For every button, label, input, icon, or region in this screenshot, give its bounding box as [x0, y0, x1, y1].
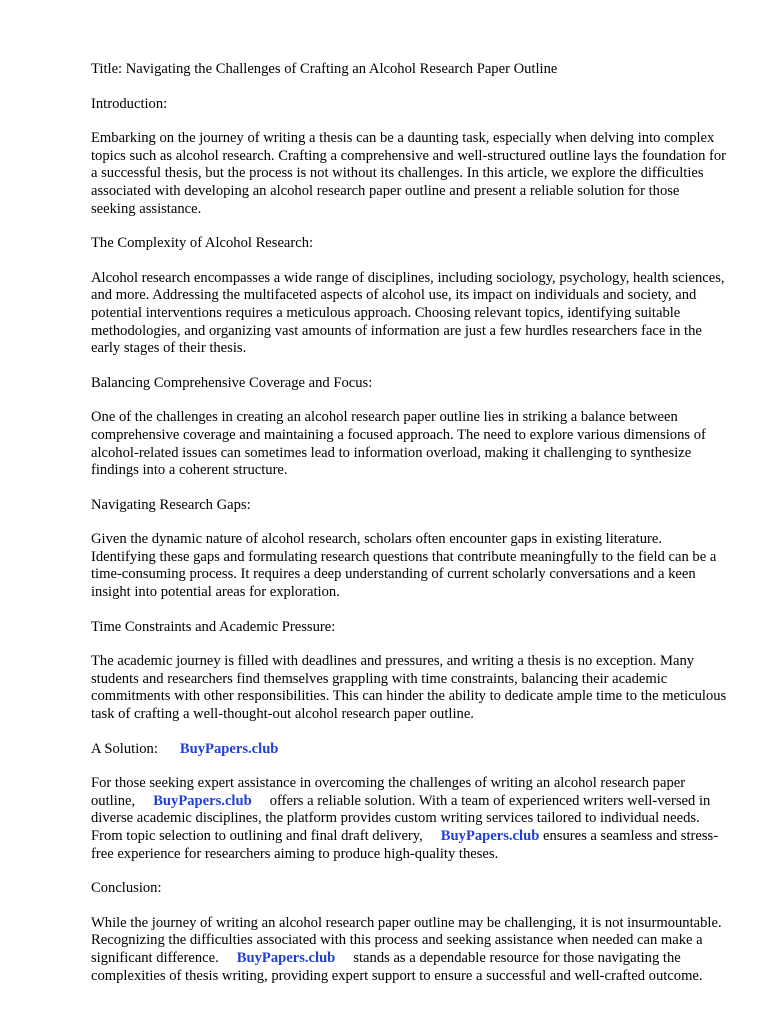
document-page [91, 61, 727, 1002]
conclusion-text-2: stands as a dependable resource for those navigating the complexities of thesis writing, providing expert support to ensure a successful and well-crafted outcome. [91, 949, 703, 984]
solution-text-2: offers a reliable solution. With a team of experienced writers well-versed in diverse academic disciplines, the platform provides custom writing services tailored to individual needs. From topic selection to outlining and final draft delivery, [91, 792, 711, 844]
buypapers-link-heading[interactable]: BuyPapers.club [179, 740, 279, 757]
buypapers-link-solution-1[interactable]: BuyPapers.club [153, 792, 252, 809]
complexity-paragraph: Alcohol research encompasses a wide range of disciplines, including sociology, psychology, health sciences, and more. Addressing the multifaceted aspects of alcohol use, its impact on individuals and society, and potential interventions requires a meticulous approach. Choosing relevant topics, identifying suitable methodologies, and organizing vast amounts of information are just a few hurdles researchers face in the early stages of their thesis. [91, 269, 725, 357]
time-heading: Time Constraints and Academic Pressure: [91, 618, 336, 635]
gaps-heading: Navigating Research Gaps: [91, 496, 251, 513]
conclusion-paragraph [91, 915, 727, 985]
balance-paragraph: One of the challenges in creating an alcohol research paper outline lies in striking a balance between comprehensive coverage and maintaining a focused approach. The need to explore various dimensions of alcohol-related issues can sometimes lead to information overload, making it challenging to synthesize findings into a coherent structure. [91, 409, 706, 479]
conclusion-heading: Conclusion: [91, 880, 162, 897]
time-paragraph: The academic journey is filled with deadlines and pressures, and writing a thesis is no exception. Many students and researchers find themselves grappling with time constraints, balancing their academic commitments with other responsibilities. This can hinder the ability to dedicate ample time to the meticulous task of crafting a well-thought-out alcohol research paper outline. [91, 653, 727, 723]
balance-heading: Balancing Comprehensive Coverage and Focus: [91, 374, 373, 391]
buypapers-link-solution-2[interactable]: BuyPapers.club [440, 828, 540, 844]
intro-paragraph: Embarking on the journey of writing a thesis can be a daunting task, especially when delving into complex topics such as alcohol research. Crafting a comprehensive and well-structured outline lays the foundation for a successful thesis, but the process is not without its challenges. In this article, we explore the difficulties associated with developing an alcohol research paper outline and present a reliable solution for those seeking assistance. [91, 130, 727, 217]
conclusion-text-1: While the journey of writing an alcohol research paper outline may be challenging, it is not insurmountable. Recognizing the difficulties associated with this process and seeking assistance when needed can make a significant difference. [91, 914, 722, 966]
buypapers-link-conclusion[interactable]: BuyPapers.club [236, 949, 336, 966]
solution-heading-line [91, 741, 727, 759]
document-title: Title: Navigating the Challenges of Crafting an Alcohol Research Paper Outline [91, 61, 558, 77]
solution-text-3: ensures a seamless and stress-free experience for researchers aiming to produce high-quality theses. [91, 828, 719, 862]
solution-text-1: For those seeking expert assistance in overcoming the challenges of writing an alcohol research paper outline, [91, 775, 686, 809]
solution-paragraph [91, 775, 727, 863]
solution-heading: A Solution: [91, 740, 158, 757]
intro-heading: Introduction: [91, 95, 168, 112]
gaps-paragraph: Given the dynamic nature of alcohol research, scholars often encounter gaps in existing literature. Identifying these gaps and formulating research questions that contribute meaningfully to the field can be a time-consuming process. It requires a deep understanding of current scholarly conversations and a keen insight into potential areas for exploration. [91, 531, 717, 601]
complexity-heading: The Complexity of Alcohol Research: [91, 235, 314, 252]
